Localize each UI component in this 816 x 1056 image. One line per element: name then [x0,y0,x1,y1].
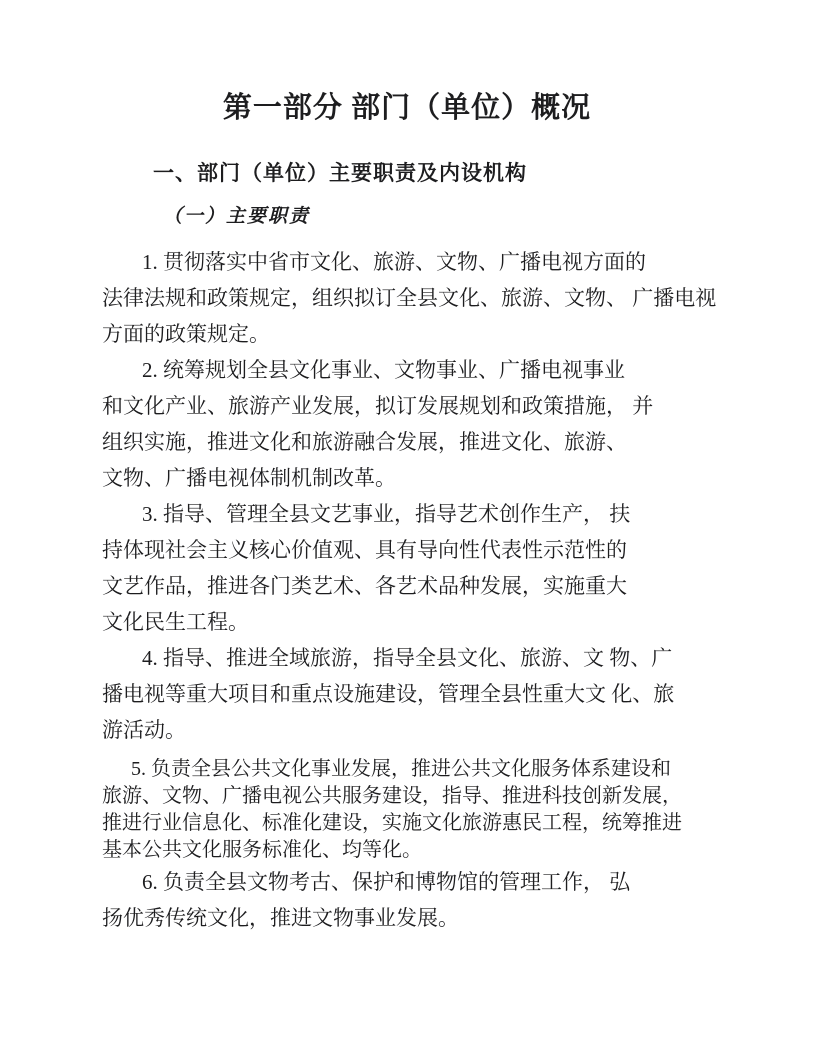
paragraph-line: 3. 指导、管理全县文艺事业，指导艺术创作生产， 扶 [142,502,631,526]
paragraph-line: 组织实施，推进文化和旅游融合发展，推进文化、旅游、 [102,430,627,454]
paragraph-line: 播电视等重大项目和重点设施建设，管理全县性重大文 化、旅 [102,682,675,706]
paragraph-line: 4. 指导、推进全域旅游，指导全县文化、旅游、文 物、广 [142,646,673,670]
paragraph-line: 扬优秀传统文化，推进文物事业发展。 [102,906,459,930]
paragraph-line: 6. 负责全县文物考古、保护和博物馆的管理工作， 弘 [142,870,631,894]
section-heading: 一、部门（单位）主要职责及内设机构 [153,162,527,185]
paragraph [102,244,717,352]
paragraph-line: 1. 贯彻落实中省市文化、旅游、文物、广播电视方面的 [142,250,646,274]
paragraph-line: 文化民生工程。 [102,610,249,634]
paragraph [102,756,712,864]
paragraph-line: 基本公共文化服务标准化、均等化。 [102,839,422,861]
paragraph-line: 推进行业信息化、标准化建设，实施文化旅游惠民工程，统筹推进 [102,812,682,834]
paragraph-line: 方面的政策规定。 [102,322,270,346]
paragraph-line: 2. 统筹规划全县文化事业、文物事业、广播电视事业 [142,358,625,382]
paragraph-line: 旅游、文物、广播电视公共服务建设，指导、推进科技创新发展， [102,785,682,807]
paragraph [102,352,712,496]
document-title: 第一部分 部门（单位）概况 [222,92,592,124]
subsection-heading: （一）主要职责 [163,206,311,227]
paragraph-line: 5. 负责全县公共文化事业发展，推进公共文化服务体系建设和 [131,758,671,780]
paragraph-line: 游活动。 [102,718,186,742]
paragraph [102,864,712,936]
paragraph [102,496,712,640]
paragraph-line: 和文化产业、旅游产业发展，拟订发展规划和政策措施， 并 [102,394,654,418]
paragraph-line: 持体现社会主义核心价值观、具有导向性代表性示范性的 [102,538,627,562]
paragraph-line: 法律法规和政策规定，组织拟订全县文化、旅游、文物、 广播电视 [102,286,717,310]
paragraph-line: 文艺作品，推进各门类艺术、各艺术品种发展，实施重大 [102,574,627,598]
paragraph-line: 文物、广播电视体制机制改革。 [102,466,396,490]
document-body [102,244,717,936]
paragraph [102,640,712,748]
